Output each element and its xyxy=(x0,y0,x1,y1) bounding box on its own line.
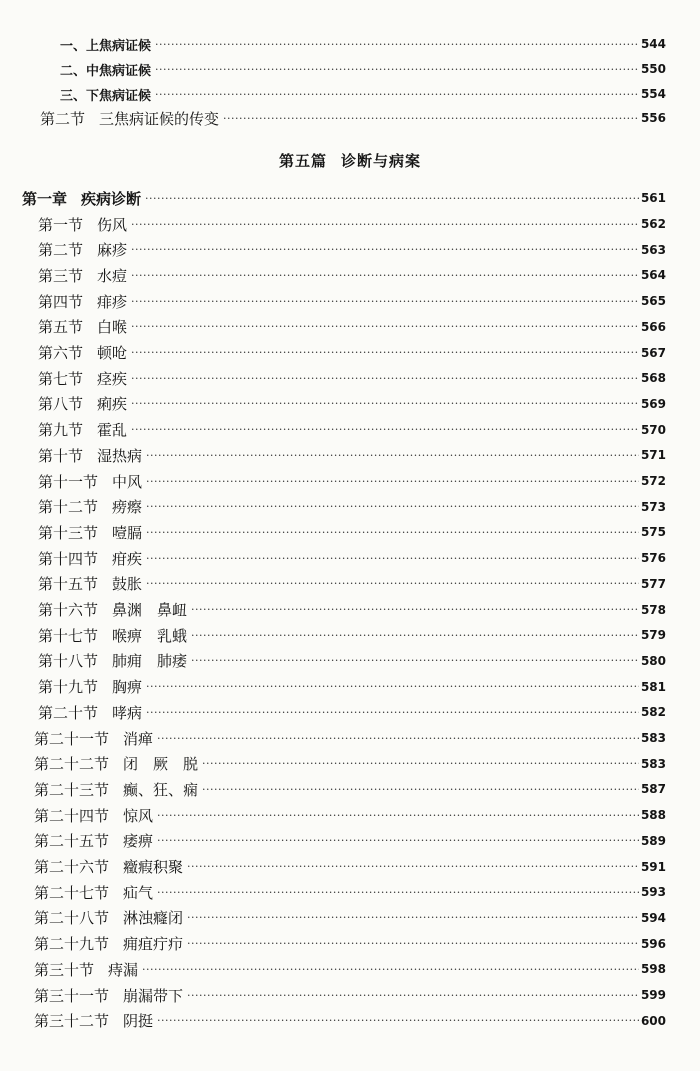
section-entry xyxy=(38,289,666,313)
toc-entry-page: 568 xyxy=(640,371,666,386)
section-number: 第二十一节 xyxy=(34,729,110,748)
toc-leader xyxy=(142,963,639,976)
section-number: 第三节 xyxy=(38,266,84,285)
chapter-title: 疾病诊断 xyxy=(81,189,142,208)
toc-leader xyxy=(131,423,639,436)
toc-entry-page: 589 xyxy=(640,833,666,848)
toc-leader xyxy=(146,475,639,488)
section-entry xyxy=(38,418,666,442)
section-number: 第十节 xyxy=(38,446,84,465)
section-entry xyxy=(38,520,666,544)
toc-leader xyxy=(131,243,639,256)
section-title: 痨瘵 xyxy=(112,498,143,517)
toc-leader xyxy=(131,218,639,231)
toc-leader xyxy=(146,500,639,513)
section-title: 肺痈 肺痿 xyxy=(112,652,188,671)
section-title: 痉疾 xyxy=(97,369,128,388)
section-number: 第十五节 xyxy=(38,575,99,594)
section-number: 第二十四节 xyxy=(34,806,110,825)
section-number: 第二十二节 xyxy=(34,755,110,774)
toc-leader xyxy=(157,834,639,847)
section-title: 惊风 xyxy=(123,806,154,825)
section-entry xyxy=(34,855,666,879)
toc-leader xyxy=(191,629,639,642)
toc-leader xyxy=(191,654,639,667)
section-entry xyxy=(38,238,666,262)
section-entry xyxy=(38,495,666,519)
toc-leader xyxy=(202,783,639,796)
toc-entry-label: 一、上焦病证候 xyxy=(60,38,152,54)
section-title: 水痘 xyxy=(97,266,128,285)
section-number: 第六节 xyxy=(38,344,84,362)
toc-entry-page: 580 xyxy=(640,653,666,668)
toc-entry-page: 575 xyxy=(640,525,666,540)
section-title: 鼓胀 xyxy=(112,575,143,594)
toc-leader xyxy=(131,397,639,410)
toc-entry-page: 591 xyxy=(640,859,666,874)
toc-entry-page: 587 xyxy=(640,782,666,797)
section-title: 癥瘕积聚 xyxy=(123,858,184,876)
toc-leader xyxy=(145,192,639,205)
toc-entry-page: 566 xyxy=(640,319,666,334)
section-title: 痈疽疔疖 xyxy=(123,935,184,954)
toc-leader xyxy=(157,809,639,822)
section-number: 第十三节 xyxy=(38,523,99,542)
section-title: 疝气 xyxy=(123,883,154,902)
section-title: 消瘅 xyxy=(123,729,154,748)
toc-entry-page: 598 xyxy=(640,962,666,977)
section-entry xyxy=(38,366,666,390)
section-entry xyxy=(34,983,666,1007)
toc-entry-page: 583 xyxy=(640,756,666,771)
section-entry xyxy=(34,932,666,956)
section-title: 中风 xyxy=(112,472,143,491)
part-number: 第五篇 xyxy=(278,152,327,170)
toc-entry-label: 三、下焦病证候 xyxy=(60,88,152,104)
toc-leader xyxy=(146,706,639,719)
toc-leader xyxy=(131,372,639,385)
toc-entry-page: 573 xyxy=(640,499,666,514)
toc-entry xyxy=(60,82,666,106)
section-entry xyxy=(34,752,666,776)
section-title: 喉痹 乳蛾 xyxy=(112,626,188,645)
toc-leader xyxy=(223,112,639,125)
toc-leader xyxy=(187,911,639,924)
toc-entry-page: 576 xyxy=(640,551,666,566)
section-number: 第三十一节 xyxy=(34,986,110,1005)
section-number: 第四节 xyxy=(38,292,84,311)
section-entry xyxy=(34,880,666,904)
toc-entry-page: 561 xyxy=(640,191,666,205)
section-number: 第五节 xyxy=(38,318,84,337)
section-number: 第二十三节 xyxy=(34,780,110,799)
section-entry xyxy=(38,469,666,493)
toc-leader xyxy=(187,860,639,873)
section-entry xyxy=(38,598,666,622)
section-entry xyxy=(38,546,666,570)
toc-leader xyxy=(131,346,639,359)
toc-entry-page: 596 xyxy=(640,936,666,951)
section-number: 第三十二节 xyxy=(34,1012,110,1031)
section-title: 麻疹 xyxy=(97,241,128,260)
toc-leader xyxy=(202,757,639,770)
toc-entry-page: 583 xyxy=(640,731,666,745)
section-entry xyxy=(38,675,666,699)
section-title: 阴挺 xyxy=(123,1012,154,1031)
section-title: 痔漏 xyxy=(108,960,139,979)
toc-entry-page: 565 xyxy=(640,294,666,309)
section-entry xyxy=(38,263,666,287)
section-number: 第二十七节 xyxy=(34,883,110,902)
section-title: 闭 厥 脱 xyxy=(123,755,199,774)
toc-leader xyxy=(131,269,639,282)
section-entry xyxy=(38,649,666,673)
toc-entry-page: 579 xyxy=(640,628,666,643)
toc-leader xyxy=(187,989,639,1002)
toc-entry-page: 578 xyxy=(640,602,666,617)
section-number: 第二十五节 xyxy=(34,832,110,851)
toc-entry-page: 570 xyxy=(640,422,666,437)
toc-entry-page: 563 xyxy=(640,242,666,257)
section-number: 第二十节 xyxy=(38,703,99,722)
section-title: 伤风 xyxy=(97,215,128,234)
section-title: 痢疾 xyxy=(97,395,128,414)
section-title: 疳疾 xyxy=(112,549,143,568)
section-number: 第八节 xyxy=(38,395,84,414)
section-title: 痱疹 xyxy=(97,292,128,311)
chapter-entry xyxy=(22,186,666,210)
section-number: 第十七节 xyxy=(38,626,99,645)
section-number: 第九节 xyxy=(38,421,84,440)
section-number: 第十四节 xyxy=(38,549,99,568)
part-name: 诊断与病案 xyxy=(341,152,422,170)
section-entry xyxy=(34,726,666,750)
toc-entry-page: 554 xyxy=(640,87,666,101)
section-title: 顿呛 xyxy=(97,344,128,362)
toc-leader xyxy=(157,732,639,745)
toc-leader xyxy=(191,603,639,616)
section-title: 噎膈 xyxy=(112,523,143,542)
section-title: 痿痹 xyxy=(123,832,154,851)
section-number: 第三十节 xyxy=(34,960,95,979)
toc-leader xyxy=(146,577,639,590)
toc-entry-page: 571 xyxy=(640,448,666,463)
toc-entry xyxy=(40,106,666,130)
section-number: 第十一节 xyxy=(38,472,99,491)
section-entry xyxy=(38,392,666,416)
section-title: 白喉 xyxy=(97,318,128,337)
toc-entry-page: 556 xyxy=(640,111,666,125)
toc-leader xyxy=(131,295,639,308)
toc-leader xyxy=(157,1014,639,1027)
section-number: 第二十九节 xyxy=(34,935,110,954)
section-title: 哮病 xyxy=(112,703,143,722)
toc-entry-page: 572 xyxy=(640,474,666,488)
section-entry xyxy=(34,957,666,981)
toc-entry-page: 550 xyxy=(640,62,666,76)
toc-entry-page: 562 xyxy=(640,217,666,231)
toc-entry-page: 588 xyxy=(640,808,666,823)
toc-entry-page: 544 xyxy=(640,37,666,51)
section-title: 胸痹 xyxy=(112,678,143,697)
section-entry xyxy=(38,623,666,647)
toc-leader xyxy=(157,886,639,899)
section-entry xyxy=(38,443,666,467)
section-title: 霍乱 xyxy=(97,421,128,440)
section-title: 三焦病证候的传变 xyxy=(99,109,220,128)
section-title: 癫、狂、痫 xyxy=(123,780,199,799)
chapter-number: 第一章 xyxy=(22,189,68,208)
section-title: 淋浊癃闭 xyxy=(123,909,184,928)
toc-entry-page: 593 xyxy=(640,885,666,900)
section-number: 第七节 xyxy=(38,369,84,388)
section-number: 第十六节 xyxy=(38,601,99,619)
section-entry xyxy=(34,906,666,930)
section-number: 第十九节 xyxy=(38,678,99,697)
section-entry xyxy=(34,777,666,801)
toc-entry-page: 594 xyxy=(640,910,666,925)
toc-leader xyxy=(187,937,639,950)
section-number: 第十二节 xyxy=(38,498,99,517)
section-entry xyxy=(38,700,666,724)
section-number: 第二节 xyxy=(38,241,84,260)
section-title: 鼻渊 鼻衄 xyxy=(112,601,188,619)
toc-leader xyxy=(146,680,639,693)
section-number: 第二节 xyxy=(40,109,86,128)
toc-leader xyxy=(131,320,639,333)
toc-entry xyxy=(60,57,666,81)
toc-entry xyxy=(60,32,666,56)
toc-leader xyxy=(155,88,639,101)
section-title: 崩漏带下 xyxy=(123,986,184,1005)
section-entry xyxy=(38,572,666,596)
toc-entry-page: 582 xyxy=(640,705,666,720)
toc-entry-page: 581 xyxy=(640,679,666,694)
section-number: 第一节 xyxy=(38,215,84,234)
toc-entry-page: 577 xyxy=(640,576,666,591)
section-entry xyxy=(34,803,666,827)
toc-leader xyxy=(146,449,639,462)
toc-entry-page: 567 xyxy=(640,345,666,360)
section-title: 湿热病 xyxy=(97,446,143,465)
section-entry xyxy=(38,315,666,339)
toc-entry-page: 599 xyxy=(640,988,666,1002)
toc-entry-page: 564 xyxy=(640,268,666,283)
toc-leader xyxy=(155,63,639,76)
part-title xyxy=(0,150,700,171)
toc-entry-page: 600 xyxy=(640,1013,666,1028)
toc-entry-label: 二、中焦病证候 xyxy=(60,63,152,79)
toc-leader xyxy=(146,552,639,565)
section-number: 第二十八节 xyxy=(34,909,110,928)
section-entry xyxy=(34,829,666,853)
section-number: 第二十六节 xyxy=(34,858,110,876)
section-entry xyxy=(34,1009,666,1033)
toc-leader xyxy=(146,526,639,539)
toc-leader xyxy=(155,38,639,51)
section-number: 第十八节 xyxy=(38,652,99,671)
section-entry xyxy=(38,341,666,365)
toc-entry-page: 569 xyxy=(640,396,666,411)
section-entry xyxy=(38,212,666,236)
